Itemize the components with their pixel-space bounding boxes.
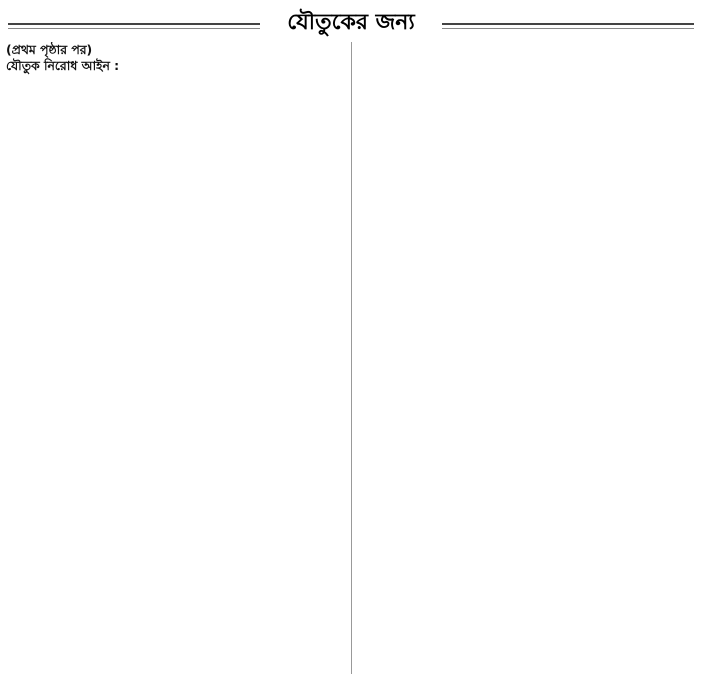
column-divider xyxy=(351,42,352,674)
section-subhead: যৌতুক নিরোধ আইন : xyxy=(6,58,120,73)
masthead-strip xyxy=(0,0,702,7)
left-paragraph xyxy=(6,42,350,58)
left-column xyxy=(6,42,350,674)
right-column xyxy=(356,42,700,674)
article-heading: যৌতুকের জন্য xyxy=(287,10,415,35)
heading-banner xyxy=(0,8,702,38)
continuation-lead: (প্রথম পৃষ্ঠার পর) xyxy=(6,42,93,57)
banner-rule-left xyxy=(8,23,260,25)
left-subhead-paragraph xyxy=(6,58,350,74)
banner-rule-right xyxy=(442,23,694,25)
